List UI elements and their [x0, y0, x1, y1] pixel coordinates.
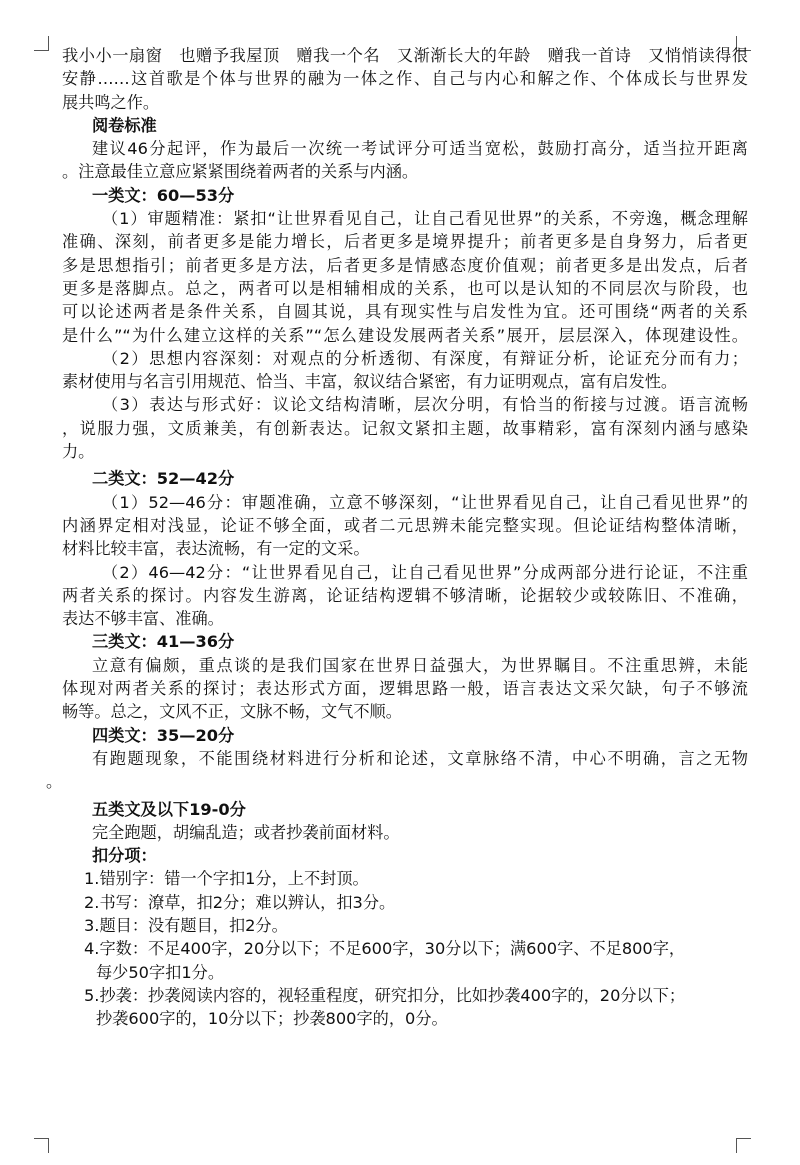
- text-line: 多是思想指引；前者更多是方法，后者更多是情感态度价值观；前者更多是出发点，后者: [62, 255, 748, 275]
- class1-point2: [62, 347, 748, 394]
- deductions-title: 扣分项：: [92, 846, 157, 866]
- list-item-continuation: 抄袭600字的，10分以下；抄袭800字的，0分。: [96, 1009, 448, 1029]
- list-item: 1.错别字：错一个字扣1分，上不封顶。: [84, 869, 369, 889]
- list-item-continuation: 每少50字扣1分。: [96, 962, 225, 982]
- text-line: 是什么”“为什么建立这样的关系”“怎么建设发展两者关系”展开，层层深入，体现建设性。: [62, 325, 748, 345]
- text-line: 可以论述两者是条件关系，自圆其说，具有现实性与启发性为宜。还可围绕“两者的关系: [62, 302, 748, 322]
- deductions-list: [62, 867, 748, 1030]
- class3-paragraph: [62, 654, 748, 724]
- list-item: 2.书写：潦草，扣2分；难以辨认，扣3分。: [84, 892, 396, 912]
- crop-mark-bottom-right: [736, 1138, 751, 1153]
- text-line: 材料比较丰富，表达流畅，有一定的文采。: [62, 539, 370, 559]
- list-item: 4.字数：不足400字，20分以下；不足600字，30分以下；满600字、不足800字，: [84, 939, 686, 959]
- text-line: 力。: [62, 442, 95, 462]
- crop-mark-top-left: [34, 36, 49, 51]
- section-heading: 阅卷标准: [92, 115, 157, 135]
- text-line: （1）52—46分：审题准确，立意不够深刻，“让世界看见自己，让自己看见世界”的: [102, 492, 748, 512]
- class2-point1: [62, 491, 748, 561]
- text-line: 两者关系的探讨。内容发生游离，论证结构逻辑不够清晰，论据较少或较陈旧、不准确，: [62, 585, 748, 605]
- class4-paragraph: [46, 747, 748, 794]
- text-line: 内涵界定相对浅显，论证不够全面，或者二元思辨未能完整实现。但论证结构整体清晰，: [62, 515, 748, 535]
- text-line: 体现对两者关系的探讨；表达形式方面，逻辑思路一般，语言表达文采欠缺，句子不够流: [62, 679, 748, 699]
- class1-title: 一类文：60—53分: [92, 185, 235, 205]
- list-item: 3.题目：没有题目，扣2分。: [84, 915, 288, 935]
- intro-paragraph: [62, 44, 748, 114]
- text-line: 展共鸣之作。: [62, 92, 160, 112]
- text-line: 表达不够丰富、准确。: [62, 609, 224, 629]
- text-line: （2）46—42分：“让世界看见自己，让自己看见世界”分成两部分进行论证，不注重: [102, 562, 748, 582]
- class3-title: 三类文：41—36分: [92, 632, 235, 652]
- text-line: 立意有偏颇，重点谈的是我们国家在世界日益强大，为世界瞩目。不注重思辨，未能: [92, 655, 748, 675]
- text-line: 我小小一扇窗 也赠予我屋顶 赠我一个名 又渐渐长大的年龄 赠我一首诗 又悄悄读得很: [62, 46, 748, 65]
- text-line: 。注意最佳立意应紧紧围绕着两者的关系与内涵。: [62, 162, 419, 182]
- general-paragraph: [62, 137, 748, 184]
- text-line: 。: [46, 772, 63, 792]
- crop-mark-bottom-left: [34, 1138, 49, 1153]
- class2-title: 二类文：52—42分: [92, 469, 235, 489]
- class4-title: 四类文：35—20分: [92, 725, 235, 745]
- text-line: （1）审题精准：紧扣“让世界看见自己，让自己看见世界”的关系，不旁逸，概念理解: [102, 209, 748, 229]
- text-line: 建议46分起评，作为最后一次统一考试评分可适当宽松，鼓励打高分，适当拉开距离: [92, 139, 748, 159]
- text-line: 更多是落脚点。总之，两者可以是相辅相成的关系，也可以是认知的不同层次与阶段，也: [62, 278, 748, 298]
- text-line: 安静……这首歌是个体与世界的融为一体之作、自己与内心和解之作、个体成长与世界发: [62, 69, 748, 89]
- text-line: 准确、深刻，前者更多是能力增长，后者更多是境界提升；前者更多是自身努力，后者更: [62, 232, 748, 252]
- text-line: 有跑题现象，不能围绕材料进行分析和论述，文章脉络不清，中心不明确，言之无物: [92, 748, 748, 768]
- class5-paragraph: 完全跑题，胡编乱造；或者抄袭前面材料。: [92, 822, 400, 842]
- class2-point2: [62, 561, 748, 631]
- class1-point1: [62, 207, 748, 347]
- class1-point3: [62, 393, 748, 463]
- text-line: 素材使用与名言引用规范、恰当、丰富，叙议结合紧密，有力证明观点，富有启发性。: [62, 372, 678, 392]
- text-line: （3）表达与形式好：议论文结构清晰，层次分明，有恰当的衔接与过渡。语言流畅: [102, 395, 748, 415]
- class5-title: 五类文及以下19-0分: [92, 799, 246, 819]
- text-line: ，说服力强，文质兼美，有创新表达。记叙文紧扣主题，故事精彩，富有深刻内涵与感染: [62, 418, 748, 438]
- list-item: 5.抄袭：抄袭阅读内容的，视轻重程度，研究扣分，比如抄袭400字的，20分以下；: [84, 985, 686, 1005]
- text-line: 畅等。总之，文风不正，文脉不畅，文气不顺。: [62, 702, 402, 722]
- document-body: [46, 44, 748, 1030]
- text-line: （2）思想内容深刻：对观点的分析透彻、有深度，有辩证分析，论证充分而有力；: [102, 348, 748, 368]
